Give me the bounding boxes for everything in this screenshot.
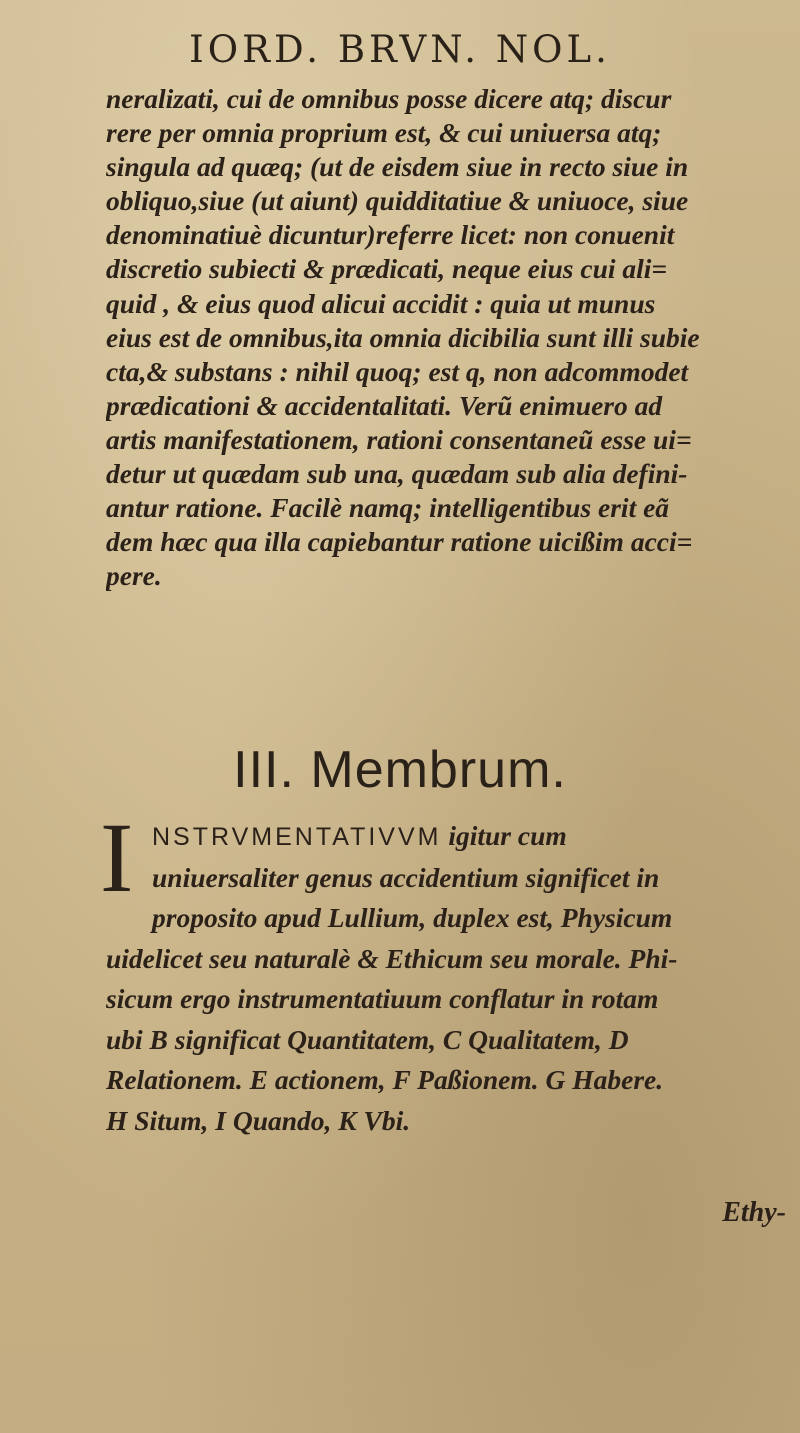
paragraph-2-line: Relationem. E actionem, F Paßionem. G Habere. (106, 1064, 664, 1095)
drop-cap: I (100, 802, 134, 913)
paragraph-1-line: denominatiuè dicuntur)referre licet: non conuenit (106, 219, 675, 251)
paragraph-1-line: detur ut quædam sub una, quædam sub alia defini- (106, 458, 688, 490)
paragraph-2-line: H Situm, I Quando, K Vbi. (106, 1104, 411, 1136)
paragraph-1 (106, 82, 790, 593)
section-heading: III. Membrum. (233, 741, 567, 799)
paragraph-1-line: pere. (106, 560, 162, 592)
paragraph-2-first-word: NSTRVMENTATIVVM (152, 823, 442, 851)
paragraph-2-line-1-rest: igitur cum (441, 820, 567, 851)
paragraph-1-line: discretio subiecti & prædicati, neque eius cui ali= (106, 253, 668, 285)
catchword: Ethy- (722, 1197, 786, 1228)
paragraph-1-line: artis manifestationem, rationi consentaneũ esse ui= (106, 423, 692, 455)
paragraph-2-line: ubi B significat Quantitatem, C Qualitatem, D (106, 1023, 629, 1055)
paragraph-1-line: quid , & eius quod alicui accidit : quia ut munus (106, 287, 656, 319)
paragraph-2 (106, 816, 790, 1141)
paragraph-1-line: cta,& substans : nihil quoq; est q, non adcommodet (106, 355, 689, 387)
paragraph-2-line: uidelicet seu naturalè & Ethicum seu morale. Phi- (106, 942, 678, 974)
paragraph-1-line: rere per omnia proprium est, & cui uniuersa atq; (106, 117, 662, 149)
paragraph-2-line: uniuersaliter genus accidentium significet in (152, 861, 660, 893)
paragraph-2-line-1 (106, 816, 790, 858)
paragraph-2-line: proposito apud Lullium, duplex est, Physicum (152, 902, 673, 933)
paragraph-1-line: obliquo,siue (ut aiunt) quidditatiue & uniuoce, siue (106, 185, 689, 217)
paragraph-1-line: singula ad quæq; (ut de eisdem siue in recto siue in (106, 151, 689, 183)
paragraph-1-line: dem hæc qua illa capiebantur ratione uicißim acci= (106, 526, 693, 558)
paragraph-1-line: eius est de omnibus,ita omnia dicibilia sunt illi subie (106, 321, 700, 353)
running-head: IORD. BRVN. NOL. (189, 28, 611, 71)
paragraph-1-line: prædicationi & accidentalitati. Verũ enimuero ad (106, 389, 663, 421)
paragraph-1-line: neralizati, cui de omnibus posse dicere atq; discur (106, 83, 672, 114)
paragraph-2-line: sicum ergo instrumentatiuum conflatur in rotam (106, 983, 659, 1014)
paragraph-1-line: antur ratione. Facilè namq; intelligentibus erit eã (106, 492, 670, 524)
